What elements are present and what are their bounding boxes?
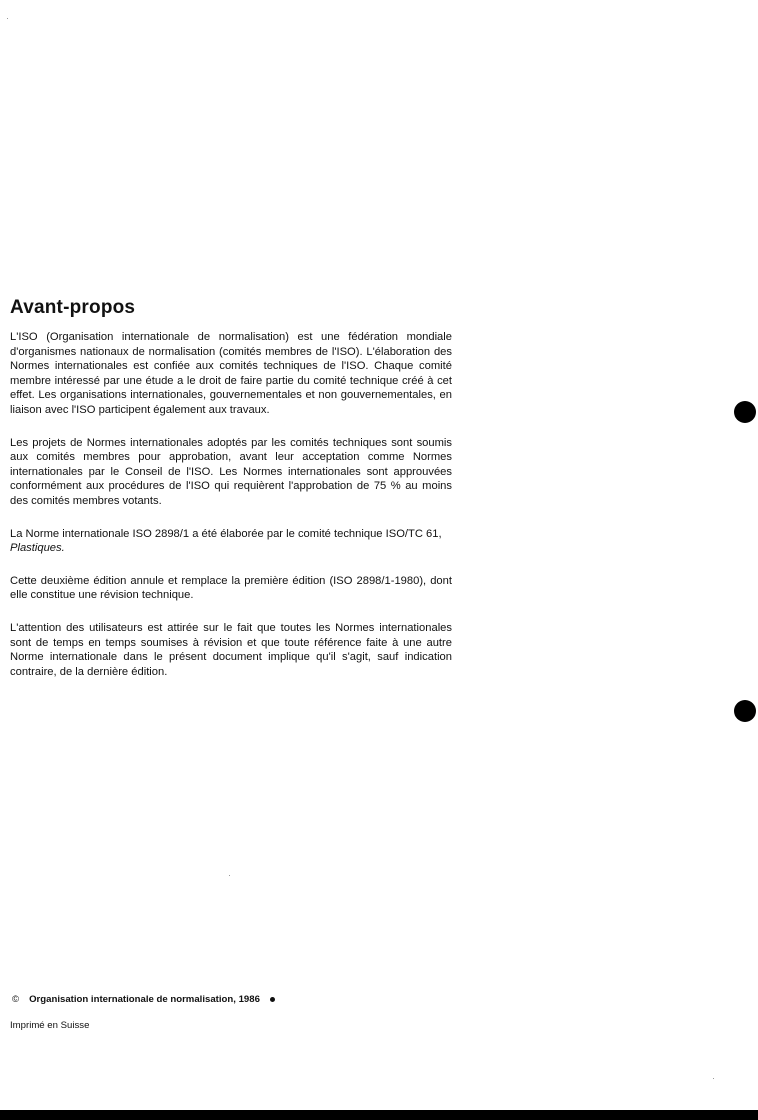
committee-title: Plastiques.	[10, 542, 65, 555]
paragraph-iso-overview: L'ISO (Organisation internationale de normalisation) est une fédération mondiale d'organismes nationaux de normalisation (comités membres de l'ISO). L'élaboration des Normes internationales est confiée aux comités techniques de l'ISO. Chaque comité membre intéressé par une étude a le droit de faire partie du comité technique créé à cet effet. Les organisations internationales, gouvernementales et non gouvernementales, en liaison avec l'ISO participent également aux travaux.	[10, 331, 452, 416]
scan-bottom-edge	[0, 1110, 758, 1120]
page-title: Avant-propos	[10, 297, 136, 318]
paragraph-revision: L'attention des utilisateurs est attirée sur le fait que toutes les Normes internationales sont de temps en temps soumises à révision et que toute référence faite à une autre Norme internationale dans le présent document implique qu'il s'agit, sauf indication contraire, de la dernière édition.	[10, 621, 452, 678]
scan-speck	[229, 875, 230, 876]
printed-in: Imprimé en Suisse	[10, 1020, 90, 1031]
punch-hole-upper	[734, 401, 756, 423]
committee-sentence: La Norme internationale ISO 2898/1 a été élaborée par le comité technique ISO/TC 61,	[10, 527, 442, 540]
foreword-body	[10, 330, 452, 697]
copyright-text: Organisation internationale de normalisation, 1986	[29, 994, 260, 1005]
scan-speck	[713, 1078, 714, 1079]
paragraph-approval: Les projets de Normes internationales adoptés par les comités techniques sont soumis aux comités membres pour approbation, avant leur acceptation comme Normes internationales par le Conseil de l'ISO. Les Normes internationales sont approuvées conformément aux procédures de l'ISO qui requièrent l'approbation de 75 % au moins des comités membres votants.	[10, 436, 452, 507]
punch-hole-lower	[734, 700, 756, 722]
paragraph-committee	[10, 527, 452, 556]
scan-speck	[7, 18, 8, 19]
copyright-symbol: ©	[12, 994, 20, 1005]
bullet-dot	[270, 997, 275, 1002]
copyright-line	[12, 994, 275, 1005]
paragraph-edition: Cette deuxième édition annule et remplace la première édition (ISO 2898/1-1980), dont elle constitue une révision technique.	[10, 574, 452, 602]
